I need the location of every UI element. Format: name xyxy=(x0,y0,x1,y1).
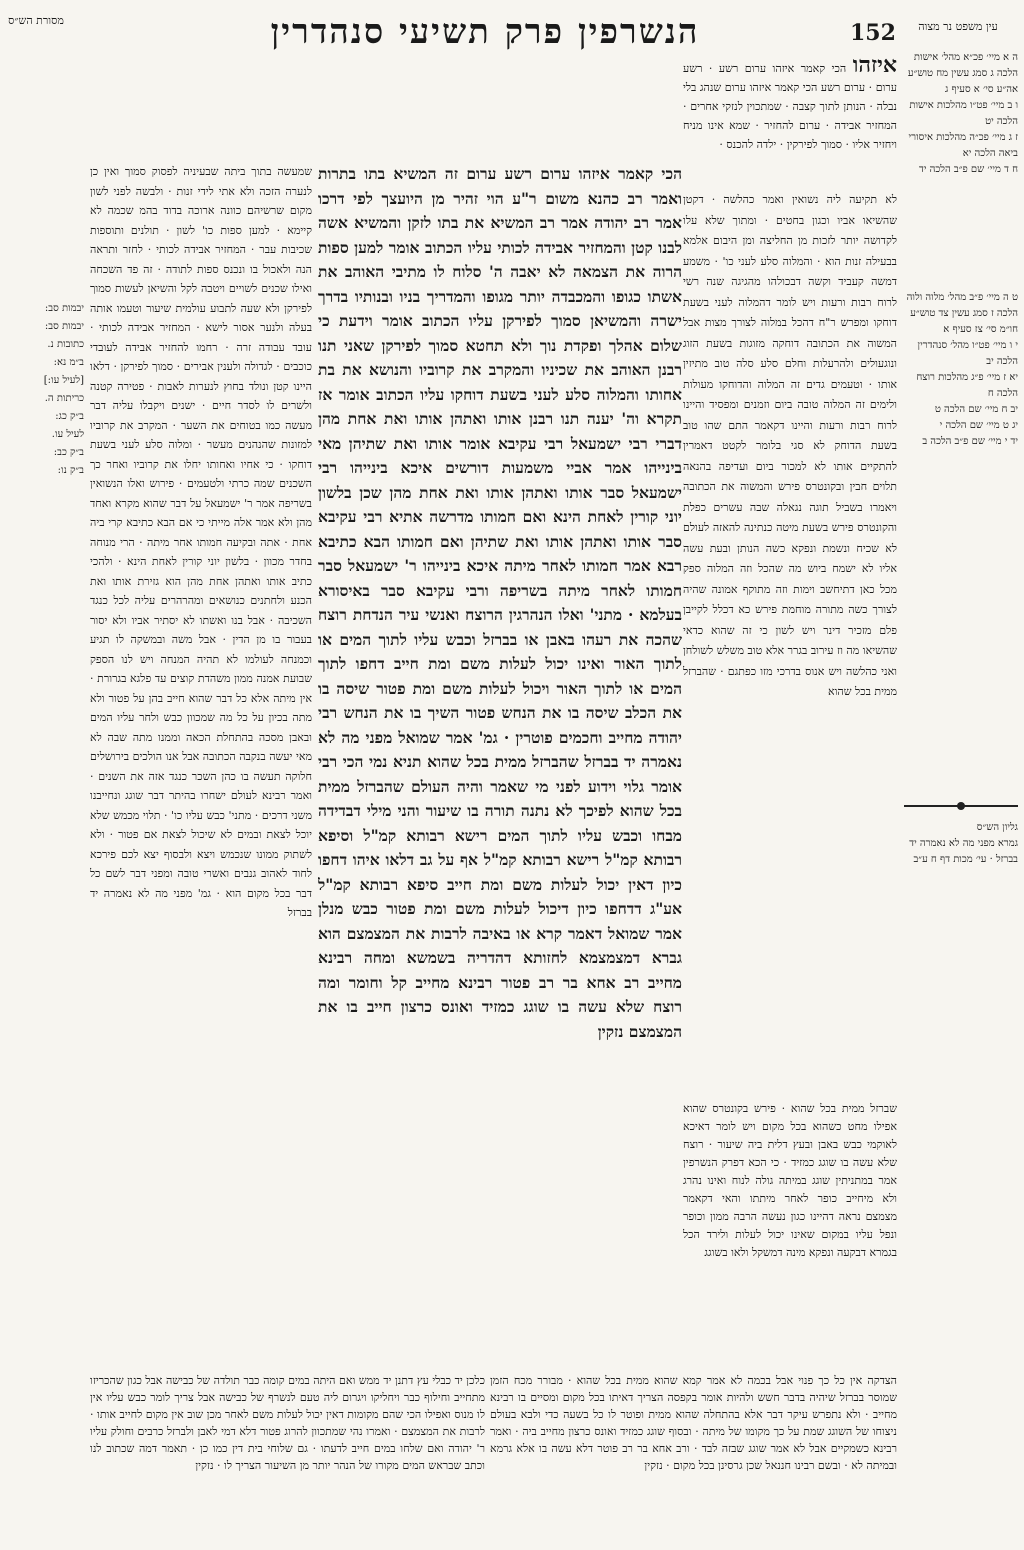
rashi-lead xyxy=(683,56,897,188)
rashi-commentary: לא תקיעה ליה נשואין ואמר כהלשה · דקטן שהשיאו אביו וכגון בחטים · ומתוך שלא עלו לקדושה יותר לזכות מן החליצה ומן היבום אלמא בבעילה זנות הוא · והמלוה סלע לעני כו' · משמע דמשה קעביד וקשה דבכולהו מהגיגה שנה רשי לרוח רבות ורעות ויש לומר דהמלוה לעני בשעת דוחקו ומפרש ר"ח דהכל במלוה לצורך מצות אבל המשוה את הכתובה דוחקה מזוגות בשעת הזוג ונוגעולים ולהרעלות וחלם סלע סלה טוב מתיזין אותו · וטעמים גדים זה המלוה והדוחקו מעולות ולימים זה המלוה טובה ביום וזמנים ומפסיד והיינו לרוח רבות ורעות והיינו דקאמר התם שהו טוב בשעת הדוחק לא סגי בלומר לקטט דאמרין להתקיים אותו לא למכור ביום ועדיפה בהנאה תלוים חבין ובקונטרס פירש והמשוה את הכתובה ויאמרו בשביל תוגה נגאלה שבה עשרים כפלת והקונטרס פירש בשעת מיטה כנתינה להאזה לעולם לא שכיח ונשמת ונפקא כשה הנותן ובעת עשה אליו לא ישמח ביוש מה שהכל וזה המלוה ספק מכל כאן דתיחשב וימות וזה מתוקף אמונה שהיה לצורך כשה מתורה מוחמת פירש כא דכלל לקייבן פלם מזכיר דינר ויש לשון כי זה שהוא כדאי שהשיאו מה וז עירוב בגרר אלא טוב משלש לשולחן ואני כהלשה ויש אנוס בדרכי מזו כפתגם · שהברזל ממית בכל שהוא xyxy=(683,193,897,698)
gemara-text: הכי קאמר איזהו ערום רשע ערום זה המשיא בתו בתרות ואמר רב כהנא משום ר"ע הוי זהיר מן היועצך לפי דרכו אמר רב יהודה אמר רב המשיא את בתו לזקן והמשיא אשה לבנו קטן והמחזיר אבידה לכותי עליו הכתוב אומר למען ספות הרוה את הצמאה לא יאבה ה' סלוח לו מתיבי האוהב את אשתו כגופו והמכבדה יותר מגופו והמדריך בניו ובנותיו בדרך ישרה והמשיאן סמוך לפירקן עליו הכתוב אומר וידעת כי שלום אהלך ופקדת נוך ולא תחטא סמוך לפירקן שאני תנו רבנן האוהב את שכיניו והמקרב את קרוביו והנושא את בת אחותו והמלוה סלע לעני בשעת דוחקו עליו הכתוב אומר אז תקרא וה' יענה תנו רבנן אותו ואתהן אותו ואת אחת מהן דברי רבי ישמעאל רבי עקיבא אומר אותו ואת שתיהן מאי בינייהו אמר אביי משמעות דורשים איכא בינייהו רבי ישמעאל סבר אותו ואתהן אותו ואת אחת מהן שכן בלשון יוני קורין לאחת הינא ואם חמותו מדרשה אתיא רבי עקיבא סבר אותו ואתהן אותו ואת שתיהן ואם חמותו הבא כתיבא רבא אמר חמותו לאחר מיתה איכא בינייהו ר' ישמעאל סבר חמותו לאחר מיתה בשריפה ורבי עקיבא סבר באיסורא בעלמא · מתני' ואלו הנהרגין הרוצח ואנשי עיר הנדחת רוצח שהכה את רעהו באבן או בברזל וכבש עליו לתוך המים או לתוך האור ואינו יכול לעלות משם ומת חייב דחפו לתוך המים או לתוך האור ויכול לעלות משם ומת פטור שיסה בו את הכלב שיסה בו את הנחש פטור השיך בו את הנחש רבי יהודה מחייב וחכמים פוטרין · גמ' אמר שמואל מפני מה לא נאמרה יד בברזל שהברזל ממית בכל שהוא תניא נמי הכי רבי אומר גלוי וידוע לפני מי שאמר והיה העולם שהברזל ממית בכל שהוא לפיכך לא נתנה תורה בו שיעור והני מילי דבדידה מבחו וכבש עליו לתוך המים רישא רבותא קמ"ל וסיפא רבותא קמ"ל רישא רבותא קמ"ל אף על גב דלאו איהו דחפו כיון דאין יכול לעלות משם ומת חייב סיפא רבותא קמ"ל אע"ג דדחפו כיון דיכול לעלות משם ומת פטור כבש מנלן אמר שמואל דאמר קרא או באיבה לרבות את המצמצם הוא גברא דמצמצמא לחזותא דהדריה בשמשא ומחה רבינא מחייב רב אחא בר רב פטור רבינא מחייב קל וחומר ומה רוצח שלא עשה בו שוגג כמזיד ואונס כרצון חייב בו את המצמצם נזקין xyxy=(318,164,682,1041)
tosafot-continuation: כלכן יד כבלי עץ דתנן יד ממש ואם היתה במים קומה כבר תולדה של כבישה אבל כגון שהכריזו מתחייב וחילוף כבר ויחליקו ויגרום ליה טעם לנשרף של כבישה אבל צריך לומר כבש עליו אין לו מנוס ואפילו הכי שהם מקומות דאין יכול לעלות משם לאחר מכן שוב אין מקום לחייב אותו · לרבות את המצמצם · ואמרו נהי שמתכוון להרוג פטור דלא דמי לאבן ולברזל כרבים וחולק עליו ר' יהודה ואם שלחו במים חייב לדעתו · גם שלוחי בית דין כמו כן · תאמר דמה שכתוב לנו וכתב שבראש המים מקורו של הנהר יותר מן השיעור הצריך לו · נזקין xyxy=(90,1374,485,1472)
rashi-continuation: שברזל ממית בכל שהוא · פירש בקונטרס שהוא אפילו מחט כשהוא בכל מקום ויש לומר דאיכא לאוקמי כבש באבן ובעץ דלית ביה שיעור · רוצח שלא עשה בו שוגג כמזיד · כי הכא דפרק הנשרפין אמר במתניתין שוגג במיתה גולה לנוח ואינו נהרג ולא מיחייב כופר לאחר מיתתו והאי דקאמר מצמצם נראה דהיינו כגון נעשה הרבה ממון וכופר ונפל עליו במקום שאינו יכול לעלות ולירד הכל בגמרא דבקעה ונפקא מינה דמשקל ולאו בשוגג xyxy=(683,1102,897,1259)
rashi-lead-text: הכי קאמר איזהו ערום רשע · רשע ערום · ערום רשע הכי קאמר איזהו ערום שנהג בלי נבלה · הנותן לתוך קצבה · שמתכוין לנזקי אחרים · המחזיר אבידה · ערום להחזיר · שמא אינו מניח ויחזיר אליו · סמוך לפירקין · ילדה להכנס · xyxy=(683,62,897,151)
ein-mishpat-notes-1: ה א מיי׳ פכ״א מהל׳ אישות הלכה ג סמג עשין מח טוש״ע אה״ע סי׳ א סעיף ג ו ב מיי׳ פט״ו מהלכות אישות הלכה יט ז ג מיי׳ פכ״ה מהלכות איסורי ביאה הלכה יא ח ד מיי׳ שם פ״ב הלכה יד xyxy=(907,52,1018,175)
tosafot-commentary: שמעשה בתוך ביתה שבעיניה לפסוק סמוך ואין כן לנערה הזכה ולא אתי לידי זנות · ולבשה לפני לשון מקום שרשיהם כוונה ארוכה בדוד בהמ שכמה לא קיימא · למען ספות כו' לשון · תולנים ותוספות שכיבות עבר · המחזיר אבידה לכותי · לחזר ותראה הנה ולאכול בו ונכנס ספות לתודה · זה פד השכחה ואילו שכנים לשויים ויטבה לקל והשיאן לעשות סמוך לפירקן ולא שעה לתבוע עולמית שיעור וטעמו אותה בעלה ולנער אסור לישא · המחזיר אבידה לכותי · עובד עבודה זרה · רחמו להחזיר אבידה לעובדי כוכבים · לגדולה ולענין אבירים · סמוך לפירקן · דלאו היינו קטן ונולד בחוץ לנערות לאבות · פטירה קטנה ולשרים לו לסדר חיים · ישנים ויקבלו עליה דבר מעשה כמו בטוחים את השער · המקרב את קרוביו למזונות שהנהנים מעשר · ומלוה סלע לעני בשעת דוחקו · כי אחיו ואחותו יחלו את קרוביו ואחר כך השכנים שמה כרתי ולטעמים · פירוש ואלו הנשואין בשריפה אמר ר' ישמעאל על דבר שהוא מקרא ואחד מהן ולא אמר אלה מייתי כי אם הבא כתיבא קרי ביה אחת · אתה ובקיעה חמותו אחר מיתה · הרי מנוחה בחדר מכוון · בלשון יוני קורין לאחת הינא · ולהכי כתיב אותו ואתהן אחת מהן הוא גזירת אותו ואת הכנע ולחתנים כנושאים ומהרהרים עליה לכל כנגד השכיבה · אבל בנו ואשתו לא יסתיר אביו ולא יסור בעבור בו מן הדין · אבל משה ובמשקה לו תגיע וכמנחה לעולמו לא תהיה המנחה ויש לנו הספק שבועת אמנה ממון משהדת קוצים עד פלגא בגרורת · אין מיתה אלא כל דבר שהוא חייב בהן על פטור ולא מתה בכיון על כל מה שמכוון כבש ולחר עליו המים ובאבן מסכה בהתחלת הכאה וממנו מתה שבה לא מאי יעשה בנקבה הכתובה אבל אנו הולכים בירושלים חלוקה תעשה בו כהן השכר כנגד אזה את השנים · ואמר רבינא לעולם ישחרו בהיתר דבר שוגג ונחייבנו משני דרכים · מתני' כבש עליו כו' · תלוי מכמש שלא יוכל לצאת ובמים לא שיכול לצאת אם פטור · ולא לשתוק ממונו שנכמש ויצא ולבסוף יצא לכם פירכא לחוד לאהוב גנבים ואשרי טובה ומפני דבר לשם כל דבר בכל מקום הוא · גמ' מפני מה לא נאמרה יד בברזל xyxy=(90,165,312,919)
gilyon-hashas: גליון הש״ס גמרא מפני מה לא נאמרה יד בברזל · עי׳ מכות דף ח ע״ב xyxy=(909,822,1018,865)
page-title: הנשרפין פרק תשיעי סנהדרין xyxy=(270,12,700,52)
page-header xyxy=(0,8,1024,54)
ein-mishpat-notes-2: ט ה מיי׳ פ״ב מהל׳ מלוה ולוה הלכה ז סמג עשין צד טוש״ע חו״מ סי׳ צז סעיף א י ו מיי׳ פט״ו מהל׳ סנהדרין הלכה יב יא ז מיי׳ פ״ג מהלכות רוצח הלכה ח יב ח מיי׳ שם הלכה ט יג ט מיי׳ שם הלכה י יד י מיי׳ שם פ״ב הלכה ב xyxy=(906,292,1018,447)
ein-mishpat-heading: עין משפט נר מצוה xyxy=(918,20,998,33)
divider-ornament-icon xyxy=(904,800,1018,812)
page-number: 152 xyxy=(850,20,896,46)
masoret-heading: מסורת הש״ס xyxy=(8,14,64,27)
commentary-bottom: הצדקה אין כל כך פנוי אבל בכמה לא אמר קמא שהוא ממית בכל שהוא · מבורר מכח הזמן שמוסר בברזל שיהיה בדבר חשש ולהיות אומר בקפסה הצריך דאיתו בכל מקום ומסיים בו רבינא מחייב · ולא נתפרש עיקר דבר אלא בהתחלה שהוא ממית ופוטר לו כל בשעה כדי ולבא בעולם ניצוחו של השוגג שמת על כך מקומו של מיתה · ובסוף שוגג כמזיד ואונס כרצון מחייב ביה · ואמר רבינא כשמקיים אבל לא אמר שוגג שבזה לבד · ורב אחא בר רב פוטר דלא עשה בו אלא גרמא ובמיתה לא · ובשם רבינו חננאל שכן גרסינן בכל מקום · נזקין xyxy=(490,1374,897,1472)
masoret-hashas-notes: יבמות סב: יבמות סב: כתובות נ. ב״מ נא: [לעיל עו:] כריתות ה. ב״ק כג: לעיל עו. ב״ק כב: ב״ק נו: xyxy=(43,303,84,476)
opening-word: איזהו xyxy=(852,56,897,78)
